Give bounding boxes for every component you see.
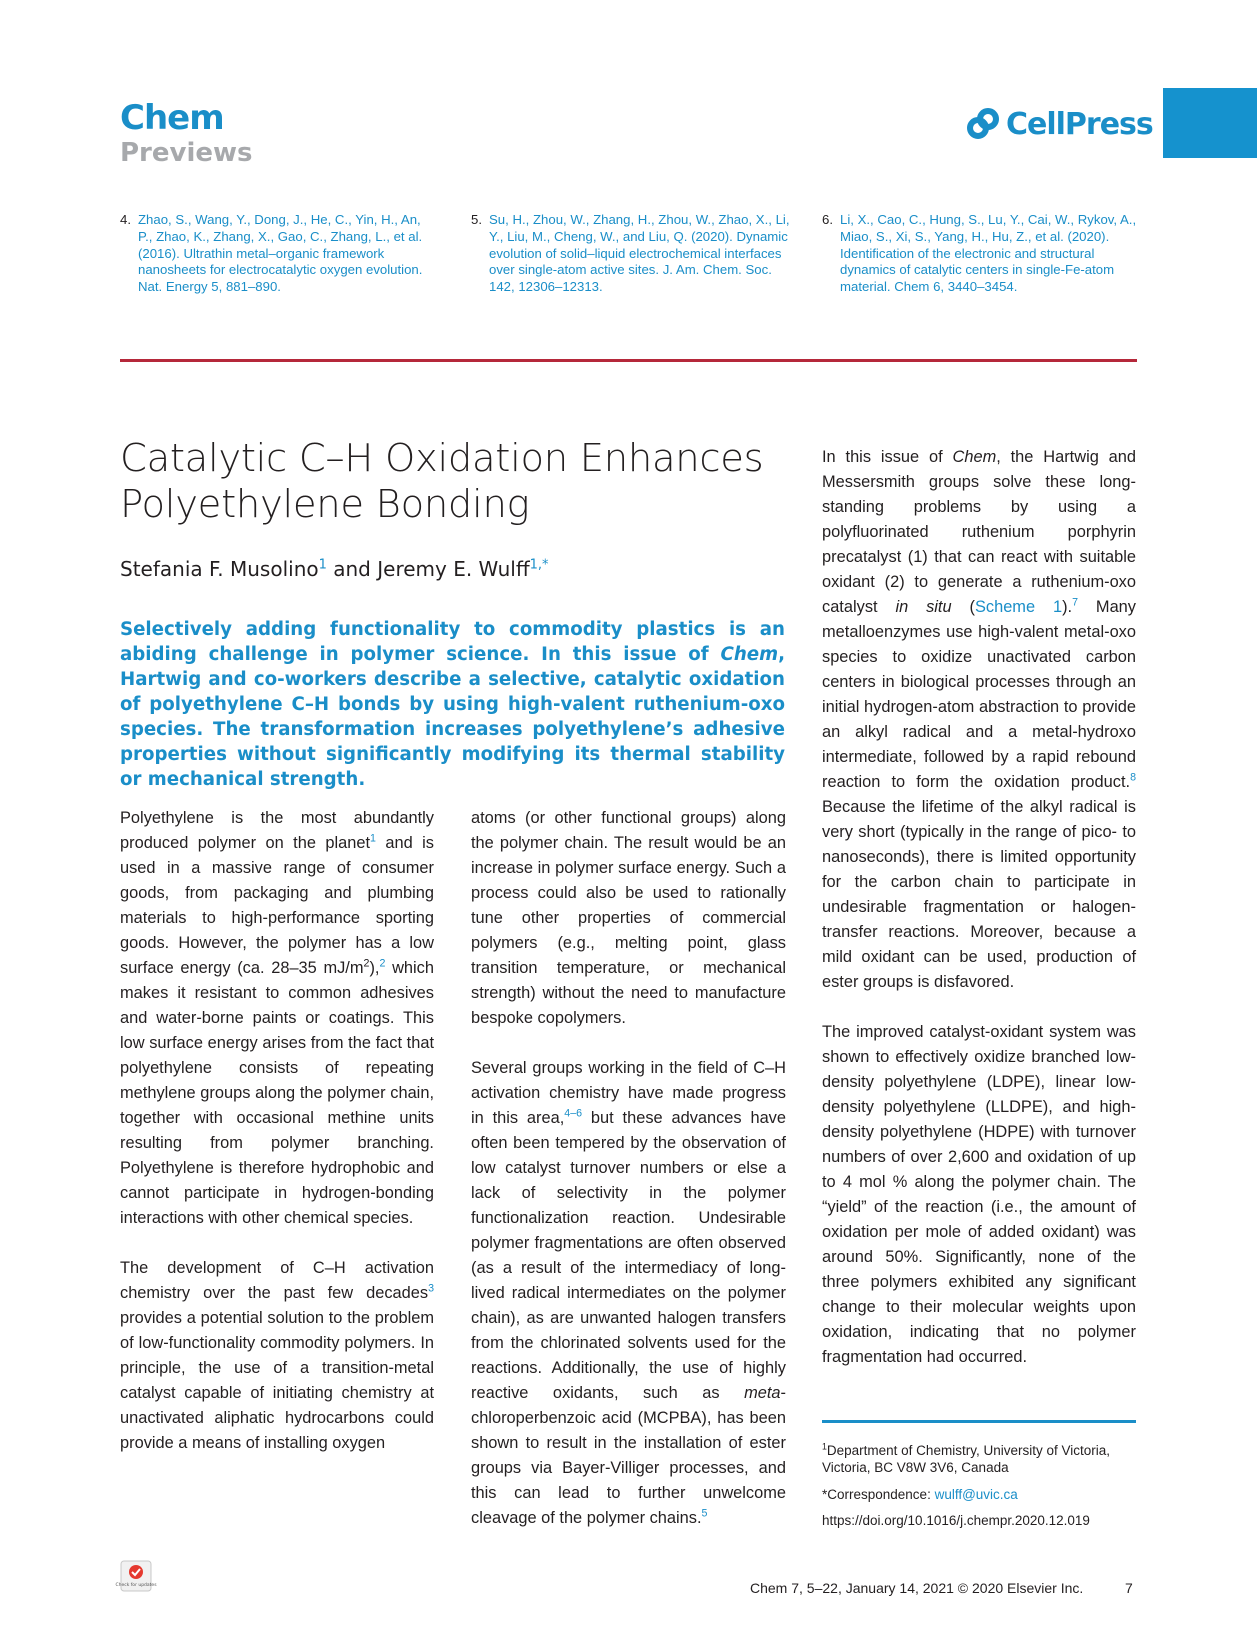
citation-marker[interactable]: 4–6	[564, 1107, 583, 1120]
page-number: 7	[1125, 1580, 1133, 1596]
citation-marker[interactable]: 3	[428, 1282, 434, 1295]
paragraph-text: The development of C–H activation chemistry over the past few decades	[120, 1259, 434, 1302]
body-paragraph	[822, 445, 1136, 995]
check-for-updates-badge[interactable]	[115, 1560, 157, 1592]
reference-number: 4.	[120, 212, 131, 227]
citation-marker[interactable]: 5	[701, 1507, 708, 1520]
citation-marker[interactable]: 2	[379, 957, 386, 970]
publisher-name: CellPress	[1006, 106, 1153, 142]
paragraph-text: ),	[369, 959, 380, 977]
reference-text[interactable]: Zhao, S., Wang, Y., Dong, J., He, C., Yin, H., An, P., Zhao, K., Zhang, X., Gao, C., Zhang, L., et al. (2016). Ultrathin metal–organic framework nanosheets for electrocatalytic oxygen evolution. Nat. Energy 5, 881–890.	[138, 212, 423, 295]
footer-citation: Chem 7, 5–22, January 14, 2021 © 2020 Elsevier Inc.	[750, 1580, 1084, 1596]
paragraph-text: Polyethylene is the most abundantly produced polymer on the planet	[120, 809, 434, 852]
body-paragraph	[120, 1256, 434, 1456]
author-conjunction: and	[326, 557, 378, 581]
paragraph-text: ).	[1062, 598, 1073, 616]
corner-tab	[1163, 88, 1257, 158]
abstract-text: , Hartwig and co-workers describe a selective, catalytic oxidation of polyethylene C–H bonds by using high-valent ruthenium-oxo species. The transformation increases polyethylene’s adhesive properties without significantly modifying its thermal stability or mechanical strength.	[120, 644, 785, 790]
reference-item[interactable]	[120, 212, 430, 296]
body-paragraph: The improved catalyst-oxidant system was shown to effectively oxidize branched low-density polyethylene (LDPE), linear low-density polyethylene (LLDPE), and high-density polyethylene (HDPE) with turnover numbers of over 2,600 and oxidation of up to 4 mol % along the polymer chain. The “yield” of the reaction (i.e., the amount of oxidation per mole of added oxidant) was around 50%. Significantly, none of the three polymers exhibited any significant change to their molecular weights upon oxidation, indicating that no polymer fragmentation had occurred.	[822, 1023, 1136, 1366]
body-paragraph	[120, 806, 434, 1231]
affiliation-divider	[822, 1420, 1136, 1423]
cellpress-mark-icon	[966, 107, 1000, 141]
affiliation	[822, 1442, 1142, 1476]
article-title: Catalytic C–H Oxidation Enhances Polyethylene Bonding	[120, 436, 764, 527]
italic-text: in situ	[895, 598, 952, 616]
journal-name: Chem	[120, 98, 224, 138]
scheme-link[interactable]: Scheme 1	[974, 598, 1063, 616]
abstract-text: Selectively adding functionality to commodity plastics is an abiding challenge in polymer science. In this issue of	[120, 619, 785, 665]
email-link[interactable]: wulff@uvic.ca	[934, 1487, 1018, 1502]
section-divider	[120, 359, 1137, 362]
paragraph-text: but these advances have often been tempered by the observation of low catalyst turnover numbers or else a lack of selectivity in the polymer functionalization reaction. Undesirable polymer fragmentations are often observed (as a result of the intermediacy of long-lived radical intermediates on the polymer chain), as are unwanted halogen transfers from the chlorinated solvents used for the reactions. Additionally, the use of highly reactive oxidants, such as	[471, 1109, 786, 1402]
citation-marker[interactable]: 8	[1130, 771, 1136, 784]
paragraph-text: Many metalloenzymes use high-valent metal-oxo species to oxidize unactivated carbon centers in biological processes through an initial hydrogen-atom abstraction to provide an alkyl radical and a metal-hydroxo intermediate, followed by a rapid rebound reaction to form the oxidation product.	[822, 598, 1136, 791]
affiliation-number: 1	[822, 1441, 827, 1452]
body-column-2	[471, 806, 786, 1531]
affiliation-text: Department of Chemistry, University of Victoria, Victoria, BC V8W 3V6, Canada	[822, 1443, 1110, 1475]
reference-item[interactable]	[822, 212, 1142, 296]
reference-number: 6.	[822, 212, 833, 227]
body-column-3	[822, 445, 1136, 1370]
section-name: Previews	[120, 138, 253, 168]
reference-text[interactable]: Su, H., Zhou, W., Zhang, H., Zhou, W., Zhao, X., Li, Y., Liu, M., Cheng, W., and Liu, Q. (2020). Dynamic evolution of solid–liquid electrochemical interfaces over single-atom active sites. J. Am. Chem. Soc. 142, 12306–12313.	[489, 212, 790, 295]
citation-marker[interactable]: 1	[370, 832, 376, 845]
cellpress-logo[interactable]	[966, 104, 1153, 144]
paragraph-text: provides a potential solution to the problem of low-functionality commodity polymers. In principle, the use of a transition-metal catalyst capable of initiating chemistry at unactivated aliphatic hydrocarbons could provide a means of installing oxygen	[120, 1309, 434, 1452]
badge-text: Check for updates	[115, 1583, 157, 1588]
italic-text: Chem	[952, 448, 997, 466]
reference-item[interactable]	[471, 212, 793, 296]
citation-marker[interactable]: 7	[1072, 596, 1079, 609]
paragraph-text: which makes it resistant to common adhesives and water-borne paints or coatings. This low surface energy arises from the fact that polyethylene consists of repeating methylene groups along the polymer chain, together with occasional methine units resulting from polymer branching. Polyethylene is therefore hydrophobic and cannot participate in hydrogen-bonding interactions with other chemical species.	[120, 959, 434, 1227]
affiliation-marker[interactable]: 1	[318, 557, 327, 573]
correspondence-label: *Correspondence:	[822, 1487, 935, 1502]
article-abstract	[120, 617, 785, 792]
author-name: Jeremy E. Wulff	[377, 557, 530, 581]
body-paragraph-continued: atoms (or other functional groups) along the polymer chain. The result would be an increase in polymer surface energy. Such a process could also be used to rationally tune other properties of commercial polymers (e.g., melting point, glass transition temperature, or mechanical strength) without the need to manufacture bespoke copolymers.	[471, 809, 786, 1027]
author-name: Stefania F. Musolino	[120, 557, 319, 581]
paragraph-text: Because the lifetime of the alkyl radical is very short (typically in the range of pico- to nanoseconds), there is limited opportunity for the carbon chain to participate in undesirable fragmentation or halogen-transfer reactions. Moreover, because a mild oxidant can be used, production of ester groups is disfavored.	[822, 798, 1136, 991]
correspondence	[822, 1486, 1142, 1503]
paragraph-text: (	[951, 598, 975, 616]
paragraph-text: and is used in a massive range of consumer goods, from packaging and plumbing materials to high-performance sporting goods. However, the polymer has a low surface energy (ca. 28–35 mJ/m	[120, 834, 434, 977]
affiliation-marker[interactable]: 1,*	[529, 557, 549, 573]
paragraph-text: In this issue of	[822, 448, 953, 466]
body-column-1	[120, 806, 434, 1456]
reference-text[interactable]: Li, X., Cao, C., Hung, S., Lu, Y., Cai, W., Rykov, A., Miao, S., Xi, S., Yang, H., Hu, Z., et al. (2020). Identification of the electronic and structural dynamics of catalytic centers in single-Fe-atom material. Chem 6, 3440–3454.	[840, 212, 1137, 295]
paragraph-text: , the Hartwig and Messersmith groups solve these long-standing problems by using a polyfluorinated ruthenium porphyrin precatalyst (1) that can react with suitable oxidant (2) to generate a ruthenium-oxo catalyst	[822, 448, 1137, 616]
author-line	[120, 556, 549, 582]
check-for-updates-icon	[115, 1560, 157, 1592]
italic-text: meta	[744, 1384, 781, 1402]
doi-link[interactable]: https://doi.org/10.1016/j.chempr.2020.12.019	[822, 1513, 1090, 1528]
reference-number: 5.	[471, 212, 482, 227]
abstract-journal-italic: Chem	[720, 644, 779, 665]
body-paragraph	[471, 1056, 786, 1531]
paragraph-text: Several groups working in the field of C–H activation chemistry have made progress in this area,	[471, 1059, 786, 1127]
paragraph-text: -chloroperbenzoic acid (MCPBA), has been shown to result in the installation of ester groups via Bayer-Villiger processes, and this can lead to further unwelcome cleavage of the polymer chains.	[471, 1384, 786, 1527]
unit-exponent: 2	[363, 957, 370, 970]
